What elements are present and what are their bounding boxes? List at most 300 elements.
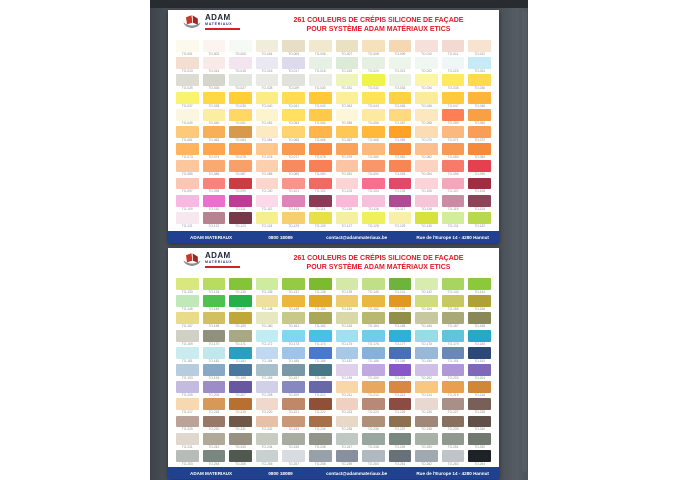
swatch-code-label: TO-251 (447, 444, 459, 449)
swatch-code-label: TO-079 (341, 155, 353, 160)
color-swatch-cell (362, 178, 385, 195)
color-swatch-cell (229, 450, 252, 467)
swatch-code-label: TO-010 (421, 51, 432, 56)
color-swatch-cell (415, 212, 438, 229)
color-swatch (229, 109, 252, 121)
color-swatch (256, 195, 279, 207)
color-swatch (389, 295, 412, 307)
swatch-code-label: TO-145 (181, 307, 193, 312)
color-swatch (362, 109, 385, 121)
color-swatch (203, 330, 226, 342)
color-swatch (389, 212, 412, 224)
swatch-code-label: TO-081 (394, 155, 406, 160)
color-swatch-cell (282, 330, 305, 347)
color-swatch-cell (442, 160, 465, 177)
color-swatch (468, 178, 491, 190)
footer-company: ADAM MATERIAUX (190, 234, 233, 240)
swatch-code-label: TO-078 (314, 155, 326, 160)
color-swatch-cell (389, 398, 412, 415)
swatch-code-label: TO-123 (235, 223, 246, 228)
swatch-code-label: TO-177 (394, 341, 406, 346)
color-swatch-cell (415, 74, 438, 91)
color-swatch-cell (468, 109, 491, 126)
color-swatch (309, 126, 332, 138)
swatch-code-label: TO-067 (341, 137, 353, 142)
color-swatch-cell (256, 74, 279, 91)
color-swatch (362, 364, 385, 376)
color-swatch-cell (176, 74, 199, 91)
swatch-code-label: TO-089 (288, 172, 299, 177)
swatch-code-label: TO-118 (421, 206, 432, 211)
color-swatch-cell (362, 195, 385, 212)
color-swatch (229, 381, 252, 393)
color-swatch-cell (389, 416, 412, 433)
swatch-code-label: TO-163 (341, 324, 353, 329)
color-swatch-cell (336, 57, 359, 74)
color-swatch (229, 212, 252, 224)
swatch-code-label: TO-221 (288, 410, 299, 415)
color-swatch (389, 143, 412, 155)
color-swatch (468, 330, 491, 342)
swatch-code-label: TO-036 (474, 86, 486, 91)
swatch-code-label: TO-230 (208, 427, 220, 432)
color-swatch (389, 347, 412, 359)
footer-phone: 0800 18089 (268, 470, 293, 476)
color-swatch-cell (468, 160, 491, 177)
color-swatch (176, 278, 199, 290)
swatch-code-label: TO-133 (181, 289, 193, 294)
swatch-code-label: TO-226 (421, 410, 432, 415)
color-swatch (336, 178, 359, 190)
document-title (266, 14, 491, 35)
swatch-code-label: TO-181 (181, 358, 193, 363)
color-swatch-cell (442, 416, 465, 433)
swatch-code-label: TO-102 (314, 189, 326, 194)
color-swatch-cell (282, 381, 305, 398)
swatch-code-label: TO-151 (341, 307, 353, 312)
color-swatch (256, 126, 279, 138)
color-swatch-cell (256, 212, 279, 229)
color-swatch-cell (362, 57, 385, 74)
swatch-code-label: TO-263 (447, 461, 459, 466)
color-swatch-cell (309, 143, 332, 160)
color-swatch-cell (468, 364, 491, 381)
color-swatch (203, 450, 226, 462)
swatch-code-label: TO-136 (261, 289, 273, 294)
color-swatch-cell (468, 381, 491, 398)
color-swatch-cell (176, 178, 199, 195)
page-footer (168, 231, 499, 243)
color-swatch (309, 347, 332, 359)
swatch-code-label: TO-126 (314, 223, 326, 228)
swatch-code-label: TO-024 (474, 69, 486, 74)
swatch-code-label: TO-109 (181, 206, 193, 211)
color-swatch (362, 278, 385, 290)
color-swatch (389, 398, 412, 410)
swatch-code-label: TO-236 (367, 427, 379, 432)
color-swatch-cell (389, 330, 412, 347)
color-swatch-cell (229, 178, 252, 195)
color-swatch-cell (362, 143, 385, 160)
color-swatch-cell (468, 398, 491, 415)
color-swatch-cell (256, 160, 279, 177)
swatch-code-label: TO-248 (367, 444, 379, 449)
color-swatch-cell (203, 109, 226, 126)
color-swatch-cell (203, 92, 226, 109)
swatch-code-label: TO-087 (235, 172, 246, 177)
color-swatch (176, 40, 199, 52)
page-header (168, 248, 499, 277)
color-swatch-cell (203, 330, 226, 347)
swatch-code-label: TO-108 (474, 189, 486, 194)
swatch-code-label: TO-028 (261, 86, 273, 91)
color-swatch-cell (415, 312, 438, 329)
footer-phone: 0800 18089 (268, 234, 293, 240)
color-swatch (282, 398, 305, 410)
swatch-code-label: TO-208 (261, 393, 273, 398)
swatch-code-label: TO-121 (181, 223, 193, 228)
swatch-code-label: TO-006 (314, 51, 326, 56)
color-swatch-cell (362, 416, 385, 433)
swatch-code-label: TO-264 (474, 461, 486, 466)
color-swatch (309, 92, 332, 104)
color-swatch-cell (229, 74, 252, 91)
swatch-code-label: TO-243 (235, 444, 246, 449)
color-swatch-cell (282, 364, 305, 381)
swatch-code-label: TO-119 (447, 206, 459, 211)
color-swatch-cell (282, 109, 305, 126)
color-swatch-cell (229, 312, 252, 329)
swatch-code-label: TO-058 (421, 120, 432, 125)
swatch-code-label: TO-037 (181, 103, 193, 108)
swatch-code-label: TO-180 (474, 341, 486, 346)
color-swatch (442, 74, 465, 86)
scrollbar[interactable] (522, 10, 527, 472)
swatch-code-label: TO-255 (235, 461, 246, 466)
color-swatch-cell (282, 40, 305, 57)
color-swatch (282, 364, 305, 376)
color-swatch-cell (282, 433, 305, 450)
color-swatch-cell (468, 92, 491, 109)
swatch-code-label: TO-070 (421, 137, 432, 142)
color-swatch (389, 330, 412, 342)
swatch-code-label: TO-094 (421, 172, 432, 177)
color-swatch-cell (176, 433, 199, 450)
color-swatch-cell (229, 212, 252, 229)
color-swatch (415, 278, 438, 290)
color-swatch-cell (309, 330, 332, 347)
swatch-code-label: TO-137 (288, 289, 299, 294)
color-swatch-cell (468, 40, 491, 57)
color-swatch-cell (442, 312, 465, 329)
swatch-code-label: TO-009 (394, 51, 406, 56)
swatch-code-label: TO-147 (235, 307, 246, 312)
swatch-code-label: TO-217 (181, 410, 193, 415)
color-swatch-cell (229, 92, 252, 109)
color-swatch (309, 109, 332, 121)
swatch-code-label: TO-041 (288, 103, 299, 108)
color-swatch-cell (229, 143, 252, 160)
swatch-code-label: TO-043 (341, 103, 353, 108)
color-swatch-cell (282, 398, 305, 415)
color-swatch (203, 398, 226, 410)
swatch-code-label: TO-001 (181, 51, 193, 56)
color-swatch-cell (389, 278, 412, 295)
swatch-code-label: TO-155 (447, 307, 459, 312)
swatch-code-label: TO-211 (341, 393, 353, 398)
swatch-code-label: TO-168 (474, 324, 486, 329)
swatch-code-label: TO-093 (394, 172, 406, 177)
color-swatch (389, 416, 412, 428)
color-swatch (256, 212, 279, 224)
color-swatch-cell (442, 212, 465, 229)
swatch-code-label: TO-189 (394, 358, 406, 363)
color-swatch (282, 74, 305, 86)
color-swatch-cell (176, 330, 199, 347)
color-swatch (176, 74, 199, 86)
swatch-code-label: TO-032 (367, 86, 379, 91)
color-swatch-cell (389, 160, 412, 177)
swatch-code-label: TO-076 (261, 155, 273, 160)
color-swatch (203, 57, 226, 69)
swatch-code-label: TO-082 (421, 155, 432, 160)
color-swatch (256, 92, 279, 104)
color-swatch-cell (282, 74, 305, 91)
color-swatch-cell (203, 416, 226, 433)
color-swatch (415, 433, 438, 445)
color-swatch (176, 92, 199, 104)
color-swatch (256, 74, 279, 86)
color-swatch (336, 364, 359, 376)
swatch-code-label: TO-203 (447, 375, 459, 380)
swatch-code-label: TO-261 (394, 461, 406, 466)
swatch-code-label: TO-228 (474, 410, 486, 415)
color-swatch (389, 195, 412, 207)
color-swatch (389, 364, 412, 376)
color-swatch (282, 347, 305, 359)
color-swatch (176, 381, 199, 393)
swatch-code-label: TO-106 (421, 189, 432, 194)
swatch-code-label: TO-257 (288, 461, 299, 466)
swatch-code-label: TO-077 (288, 155, 299, 160)
color-swatch (309, 330, 332, 342)
color-swatch-cell (176, 212, 199, 229)
color-swatch (468, 347, 491, 359)
color-swatch (282, 278, 305, 290)
swatch-code-label: TO-239 (447, 427, 459, 432)
swatch-code-label: TO-091 (341, 172, 353, 177)
color-swatch (229, 278, 252, 290)
color-swatch (282, 312, 305, 324)
color-swatch-cell (389, 126, 412, 143)
swatch-code-label: TO-153 (394, 307, 406, 312)
color-swatch-cell (203, 347, 226, 364)
color-swatch-cell (389, 212, 412, 229)
footer-address: Rue de l'Europe 14 - 4280 Hannut (416, 470, 489, 476)
swatch-code-label: TO-027 (235, 86, 246, 91)
swatch-code-label: TO-046 (421, 103, 432, 108)
swatch-code-label: TO-080 (367, 155, 379, 160)
color-swatch (176, 295, 199, 307)
swatch-code-label: TO-016 (261, 69, 273, 74)
swatch-code-label: TO-105 (394, 189, 406, 194)
color-swatch (389, 40, 412, 52)
swatch-code-label: TO-152 (367, 307, 379, 312)
color-swatch (309, 364, 332, 376)
swatch-code-label: TO-259 (341, 461, 353, 466)
color-swatch-cell (256, 295, 279, 312)
swatch-code-label: TO-125 (288, 223, 299, 228)
color-swatch-cell (229, 398, 252, 415)
swatch-code-label: TO-054 (314, 120, 326, 125)
swatch-code-label: TO-200 (367, 375, 379, 380)
color-swatch (203, 364, 226, 376)
color-swatch-cell (362, 295, 385, 312)
swatch-code-label: TO-114 (314, 206, 326, 211)
color-swatch-cell (203, 278, 226, 295)
color-swatch (362, 347, 385, 359)
color-swatch-cell (229, 195, 252, 212)
color-swatch (468, 160, 491, 172)
swatch-code-label: TO-034 (421, 86, 432, 91)
swatch-code-label: TO-086 (208, 172, 220, 177)
color-swatch (442, 295, 465, 307)
swatch-code-label: TO-162 (314, 324, 326, 329)
color-swatch (203, 40, 226, 52)
color-swatch-cell (389, 143, 412, 160)
color-swatch-cell (362, 126, 385, 143)
swatch-code-label: TO-223 (341, 410, 353, 415)
color-swatch (176, 416, 199, 428)
color-swatch (309, 178, 332, 190)
color-swatch (389, 92, 412, 104)
color-swatch (362, 57, 385, 69)
color-swatch (176, 330, 199, 342)
color-swatch-cell (203, 312, 226, 329)
color-swatch-cell (468, 126, 491, 143)
document-page-1 (168, 10, 499, 243)
color-swatch (415, 212, 438, 224)
color-swatch (415, 312, 438, 324)
color-swatch (282, 381, 305, 393)
swatch-code-label: TO-198 (314, 375, 326, 380)
swatch-code-label: TO-095 (447, 172, 459, 177)
swatch-code-label: TO-025 (181, 86, 193, 91)
color-swatch (468, 195, 491, 207)
color-swatch (309, 398, 332, 410)
color-swatch (389, 278, 412, 290)
color-swatch (309, 450, 332, 462)
color-swatch-cell (282, 278, 305, 295)
swatch-code-label: TO-192 (474, 358, 486, 363)
swatch-code-label: TO-045 (394, 103, 406, 108)
swatch-code-label: TO-183 (235, 358, 246, 363)
color-swatch-cell (229, 57, 252, 74)
swatch-code-label: TO-072 (474, 137, 486, 142)
color-swatch-cell (336, 160, 359, 177)
color-swatch (203, 109, 226, 121)
color-swatch-cell (256, 381, 279, 398)
color-swatch-cell (282, 143, 305, 160)
swatch-code-label: TO-237 (394, 427, 406, 432)
color-swatch (362, 398, 385, 410)
swatch-code-label: TO-191 (447, 358, 459, 363)
swatch-code-label: TO-073 (181, 155, 193, 160)
swatch-code-label: TO-051 (235, 120, 246, 125)
swatch-code-label: TO-017 (288, 69, 299, 74)
color-swatch-cell (256, 126, 279, 143)
color-swatch-cell (336, 178, 359, 195)
swatch-code-label: TO-053 (288, 120, 299, 125)
open-book-logo-icon (182, 252, 202, 267)
color-swatch (389, 433, 412, 445)
swatch-code-label: TO-003 (235, 51, 246, 56)
color-swatch-cell (389, 92, 412, 109)
swatch-code-label: TO-234 (314, 427, 326, 432)
color-swatch-cell (176, 398, 199, 415)
color-swatch-cell (176, 109, 199, 126)
color-swatch-cell (389, 57, 412, 74)
swatch-code-label: TO-171 (235, 341, 246, 346)
color-swatch (229, 57, 252, 69)
color-swatch (336, 381, 359, 393)
color-swatch (203, 312, 226, 324)
swatch-code-label: TO-112 (261, 206, 273, 211)
swatch-code-label: TO-099 (235, 189, 246, 194)
color-swatch-cell (282, 160, 305, 177)
swatch-code-label: TO-199 (341, 375, 353, 380)
color-swatch (442, 92, 465, 104)
color-swatch (442, 398, 465, 410)
color-swatch (256, 40, 279, 52)
color-swatch-cell (176, 126, 199, 143)
color-swatch-cell (389, 433, 412, 450)
color-swatch (203, 347, 226, 359)
color-swatch (442, 381, 465, 393)
color-swatch (176, 160, 199, 172)
color-swatch (309, 57, 332, 69)
color-swatch-cell (389, 364, 412, 381)
color-swatch (229, 433, 252, 445)
color-swatch (256, 347, 279, 359)
color-swatch-cell (415, 364, 438, 381)
color-swatch-cell (282, 450, 305, 467)
swatch-code-label: TO-244 (261, 444, 273, 449)
swatch-code-label: TO-103 (341, 189, 353, 194)
swatch-code-label: TO-140 (367, 289, 379, 294)
swatch-code-label: TO-170 (208, 341, 220, 346)
color-swatch (468, 109, 491, 121)
color-swatch-cell (389, 109, 412, 126)
color-swatch (415, 74, 438, 86)
color-swatch-cell (389, 295, 412, 312)
color-swatch (229, 416, 252, 428)
color-swatch-cell (442, 295, 465, 312)
color-swatch (256, 450, 279, 462)
color-swatch (389, 109, 412, 121)
swatch-code-label: TO-065 (288, 137, 299, 142)
color-swatch-cell (309, 347, 332, 364)
logo-name: ADAM (205, 251, 231, 260)
color-swatch (442, 364, 465, 376)
color-swatch-cell (256, 433, 279, 450)
color-swatch (336, 330, 359, 342)
swatch-code-label: TO-220 (261, 410, 273, 415)
color-swatch (256, 381, 279, 393)
color-swatch (362, 160, 385, 172)
color-swatch-cell (229, 160, 252, 177)
title-line-2: POUR SYSTÈME ADAM MATÉRIAUX ETICS (306, 264, 451, 272)
